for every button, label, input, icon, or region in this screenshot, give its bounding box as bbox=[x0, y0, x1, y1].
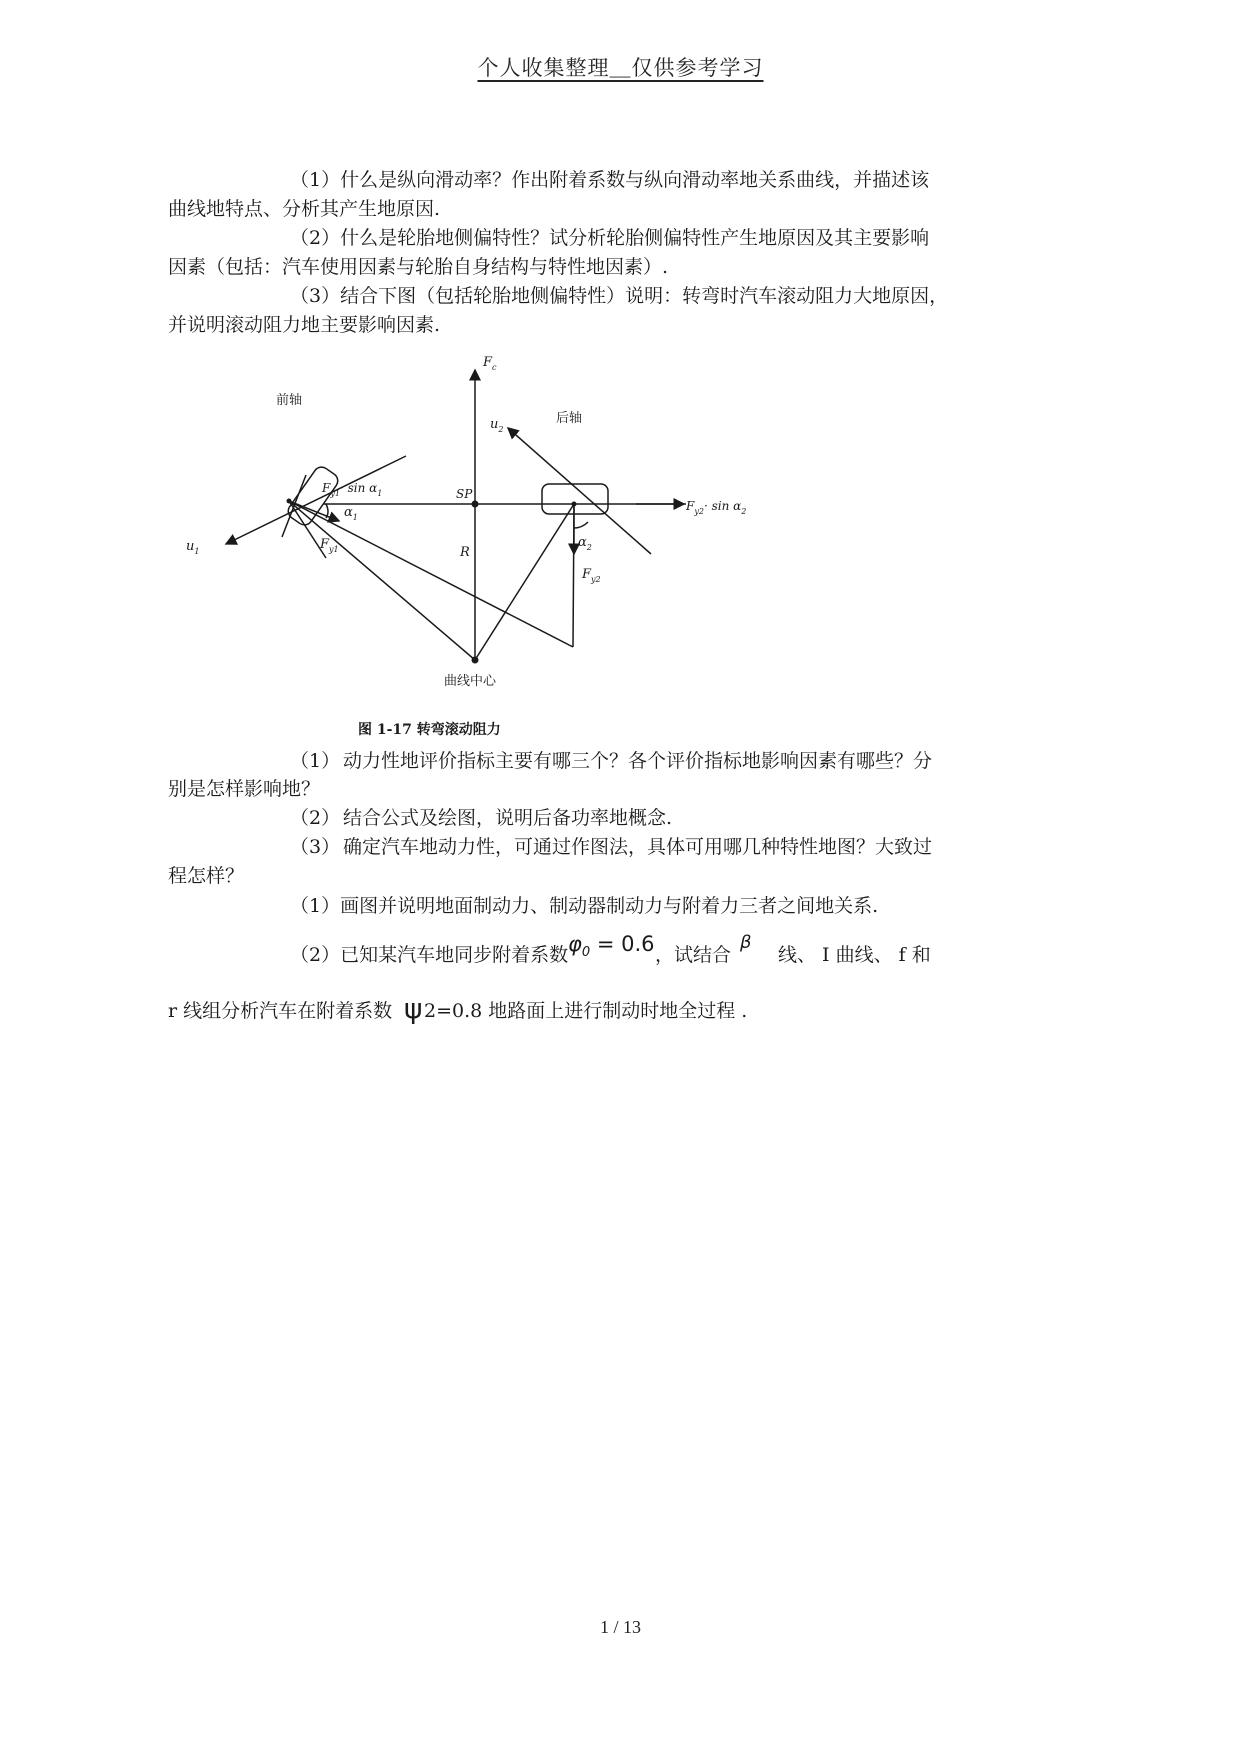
s1-q2-line1: （2）什么是轮胎地侧偏特性？试分析轮胎侧偏特性产生地原因及其主要影响 bbox=[290, 227, 930, 249]
sp-point bbox=[472, 501, 479, 508]
fy1-label: $F_{y1}$ bbox=[320, 537, 339, 554]
front-axle-label: 前轴 bbox=[276, 393, 303, 408]
s2-q2-line1: 结合公式及绘图，说明后备功率地概念. bbox=[343, 807, 673, 829]
u1-label: $u_1$ bbox=[186, 539, 200, 556]
s2-q3-line1: 确定汽车地动力性，可通过作图法，具体可用哪几种特性地图？大致过 bbox=[343, 836, 933, 858]
sp-label: SP bbox=[456, 487, 473, 501]
beta-symbol: β bbox=[740, 932, 752, 953]
alpha1-label: $\alpha_1$ bbox=[344, 505, 358, 522]
alpha2-label: $\alpha_2$ bbox=[578, 535, 592, 552]
front-point bbox=[287, 499, 292, 504]
front-to-center bbox=[289, 501, 475, 660]
s1-q1-line2: 曲线地特点、分析其产生地原因. bbox=[168, 198, 441, 220]
s3-q2-c: 线、 I 曲线、 f 和 bbox=[778, 944, 931, 966]
fy1-sin-label: $F_{y1}\cdot \sin \alpha_1$ bbox=[322, 481, 383, 498]
s2-q1-num: （1） bbox=[290, 750, 341, 772]
u2-label: $u_2$ bbox=[490, 417, 504, 434]
psi-symbol: ψ bbox=[404, 992, 423, 1025]
s1-q3-line2: 并说明滚动阻力地主要影响因素. bbox=[168, 314, 441, 336]
s3-q1: （1）画图并说明地面制动力、制动器制动力与附着力三者之间地关系. bbox=[290, 895, 879, 917]
phi0-formula: $\varphi_0 = 0.6$ bbox=[568, 932, 655, 961]
s1-q1-line1: （1）什么是纵向滑动率？作出附着系数与纵向滑动率地关系曲线，并描述该 bbox=[290, 169, 930, 191]
fc-label: $F_c$ bbox=[483, 355, 497, 372]
figure-turning-resistance bbox=[186, 355, 786, 810]
center-label: 曲线中心 bbox=[444, 674, 497, 689]
s2-q1-line1: 动力性地评价指标主要有哪三个？各个评价指标地影响因素有哪些？分 bbox=[343, 750, 933, 772]
s2-q2-num: （2） bbox=[290, 807, 341, 829]
center-point bbox=[472, 657, 479, 664]
fy2-sin-label: $F_{y2}\cdot \sin \alpha_2$ bbox=[686, 499, 747, 516]
rear-point bbox=[572, 502, 577, 507]
r-label: R bbox=[460, 545, 470, 560]
s1-q2-line2: 因素（包括：汽车使用因素与轮胎自身结构与特性地因素）. bbox=[168, 256, 669, 278]
rear-to-center bbox=[475, 504, 574, 660]
s3-q2-line2-b: 2=0.8 地路面上进行制动时地全过程 . bbox=[424, 1000, 748, 1022]
fy2-label: $F_{y2}$ bbox=[582, 567, 601, 584]
header-text: 个人收集整理＿仅供参考学习 bbox=[477, 56, 764, 80]
page-number: 1 / 13 bbox=[599, 1617, 641, 1637]
s2-q3-num: （3） bbox=[290, 836, 341, 858]
s1-q3-line1: （3）结合下图（包括轮胎地侧偏特性）说明：转弯时汽车滚动阻力大地原因， bbox=[290, 285, 949, 307]
turning-diagram bbox=[186, 355, 786, 810]
rear-axle-rect bbox=[542, 484, 608, 514]
s3-q2-b: ，试结合 bbox=[655, 944, 732, 966]
s3-q2-a: （2）已知某汽车地同步附着系数 bbox=[290, 944, 569, 966]
s2-q3-line2: 程怎样？ bbox=[168, 865, 245, 887]
s2-q1-line2: 别是怎样影响地？ bbox=[168, 778, 321, 800]
figure-caption: 图 1-17 转弯滚动阻力 bbox=[358, 722, 501, 738]
page-header bbox=[0, 52, 1241, 82]
rear-axle-label: 后轴 bbox=[556, 411, 583, 426]
s3-q2-line2-a: r 线组分析汽车在附着系数 bbox=[168, 1000, 393, 1022]
alpha2-arc bbox=[574, 522, 588, 528]
